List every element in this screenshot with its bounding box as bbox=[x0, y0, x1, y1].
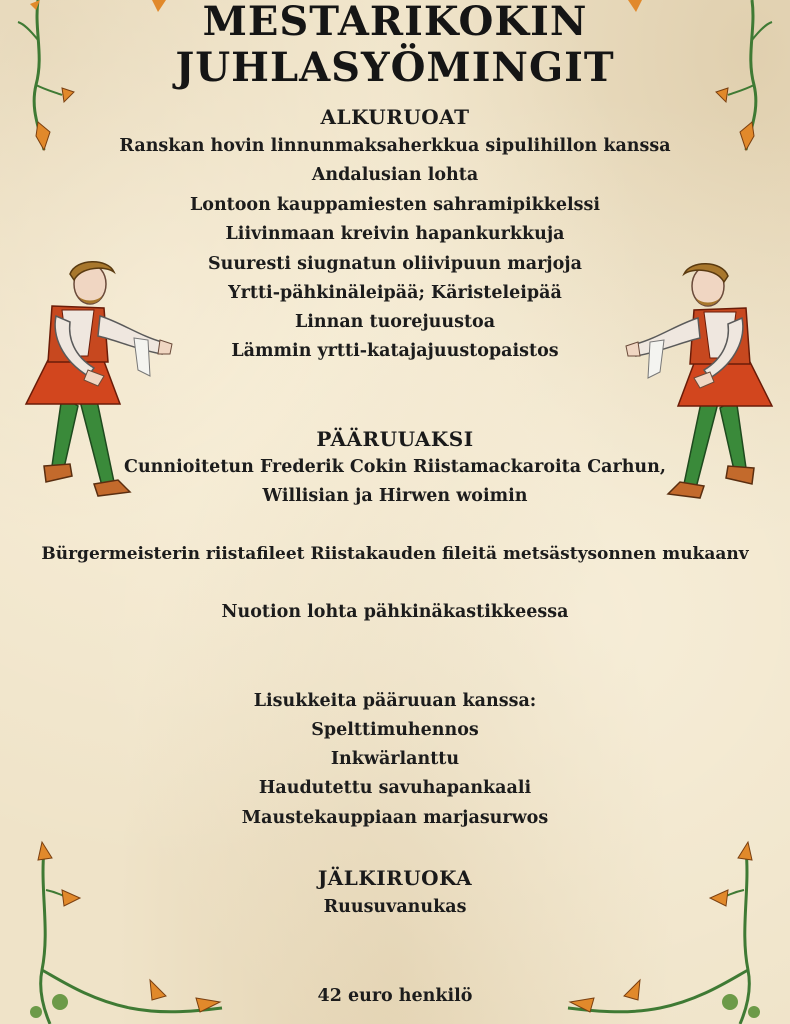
starter-item: Andalusian lohta bbox=[311, 165, 479, 185]
side-dish-item: Haudutettu savuhapankaali bbox=[258, 778, 532, 798]
main-course-item: Willisian ja Hirwen woimin bbox=[262, 486, 528, 506]
main-course-item: Cunnioitetun Frederik Cokin Riistamackaroita Carhun, bbox=[124, 457, 666, 477]
menu-title-line-2: JUHLASYÖMINGIT bbox=[175, 44, 615, 91]
dessert-heading: JÄLKIRUOKA bbox=[317, 866, 473, 890]
starter-item: Liivinmaan kreivin hapankurkkuja bbox=[225, 224, 565, 244]
price-per-person: 42 euro henkilö bbox=[317, 986, 473, 1006]
starter-item: Suuresti siugnatun oliivipuun marjoja bbox=[208, 254, 582, 274]
main-course-item: Bürgermeisterin riistafileet Riistakauden fileitä metsästysonnen mukaanv bbox=[41, 544, 749, 564]
starters-heading: ALKURUOAT bbox=[320, 105, 470, 129]
starter-item: Yrtti-pähkinäleipää; Käristeleipää bbox=[228, 283, 562, 303]
dessert-item: Ruusuvanukas bbox=[323, 897, 467, 917]
side-dish-item: Maustekauppiaan marjasurwos bbox=[241, 808, 549, 828]
starter-item: Lontoon kauppamiesten sahramipikkelssi bbox=[189, 195, 601, 215]
starter-item: Linnan tuorejuustoa bbox=[294, 312, 496, 332]
menu-title-line-1: MESTARIKOKIN bbox=[202, 0, 588, 45]
main-course-item: Nuotion lohta pähkinäkastikkeessa bbox=[221, 602, 569, 622]
sides-heading: Lisukkeita pääruuan kanssa: bbox=[253, 691, 537, 711]
side-dish-item: Spelttimuhennos bbox=[311, 720, 479, 740]
mains-heading: PÄÄRUUAKSI bbox=[316, 427, 474, 451]
side-dish-item: Inkwärlanttu bbox=[330, 749, 460, 769]
starter-item: Ranskan hovin linnunmaksaherkkua sipulihillon kanssa bbox=[119, 136, 671, 156]
starter-item: Lämmin yrtti-katajajuustopaistos bbox=[231, 341, 559, 361]
